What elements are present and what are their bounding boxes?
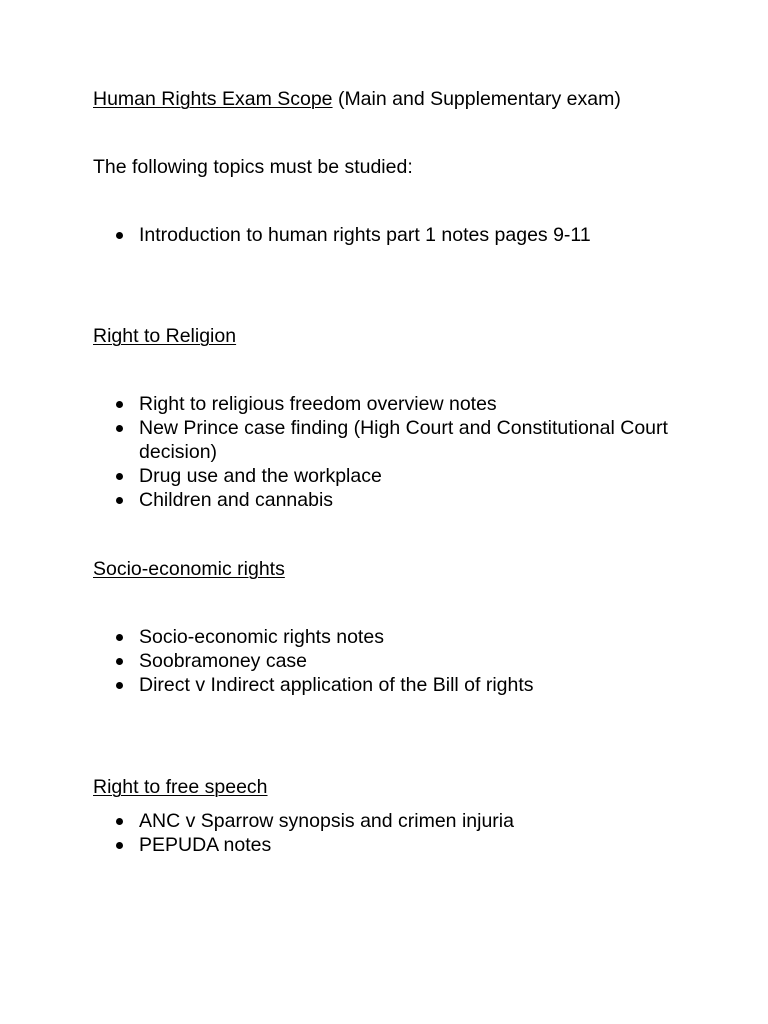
bullet-icon (116, 658, 123, 665)
list-item (93, 833, 673, 857)
list-item-text: Direct v Indirect application of the Bill of rights (139, 674, 534, 696)
list-item (93, 809, 673, 833)
bullet-icon (116, 425, 123, 432)
list-item-text: PEPUDA notes (139, 834, 272, 856)
free-speech-list (93, 809, 673, 857)
list-item-text: Socio-economic rights notes (139, 626, 384, 648)
religion-list (93, 392, 673, 512)
bullet-icon (116, 401, 123, 408)
bullet-icon (116, 682, 123, 689)
intro-list (93, 223, 673, 247)
bullet-icon (116, 473, 123, 480)
title-underlined: Human Rights Exam Scope (93, 88, 333, 110)
intro-text: The following topics must be studied: (93, 156, 413, 178)
list-item (93, 464, 673, 488)
section-heading-religion: Right to Religion (93, 325, 237, 347)
section-heading-free-speech: Right to free speech (93, 776, 268, 798)
bullet-icon (116, 818, 123, 825)
bullet-icon (116, 842, 123, 849)
bullet-icon (116, 232, 123, 239)
list-item (93, 488, 673, 512)
socio-economic-list (93, 625, 673, 697)
document-title (93, 87, 621, 111)
bullet-icon (116, 497, 123, 504)
list-item (93, 649, 673, 673)
list-item-text: Children and cannabis (139, 489, 334, 511)
list-item (93, 223, 673, 247)
list-item-text: Right to religious freedom overview notes (139, 393, 497, 415)
list-item-text: New Prince case finding (High Court and Constitutional Court decision) (139, 417, 668, 463)
list-item-text: Introduction to human rights part 1 notes pages 9-11 (139, 224, 591, 246)
title-rest: (Main and Supplementary exam) (332, 88, 621, 110)
list-item (93, 673, 673, 697)
bullet-icon (116, 634, 123, 641)
list-item-text: ANC v Sparrow synopsis and crimen injuria (139, 810, 514, 832)
list-item-text: Soobramoney case (139, 650, 308, 672)
list-item (93, 392, 673, 416)
list-item (93, 416, 673, 464)
list-item-text: Drug use and the workplace (139, 465, 382, 487)
section-heading-socio-economic: Socio-economic rights (93, 558, 285, 580)
list-item (93, 625, 673, 649)
